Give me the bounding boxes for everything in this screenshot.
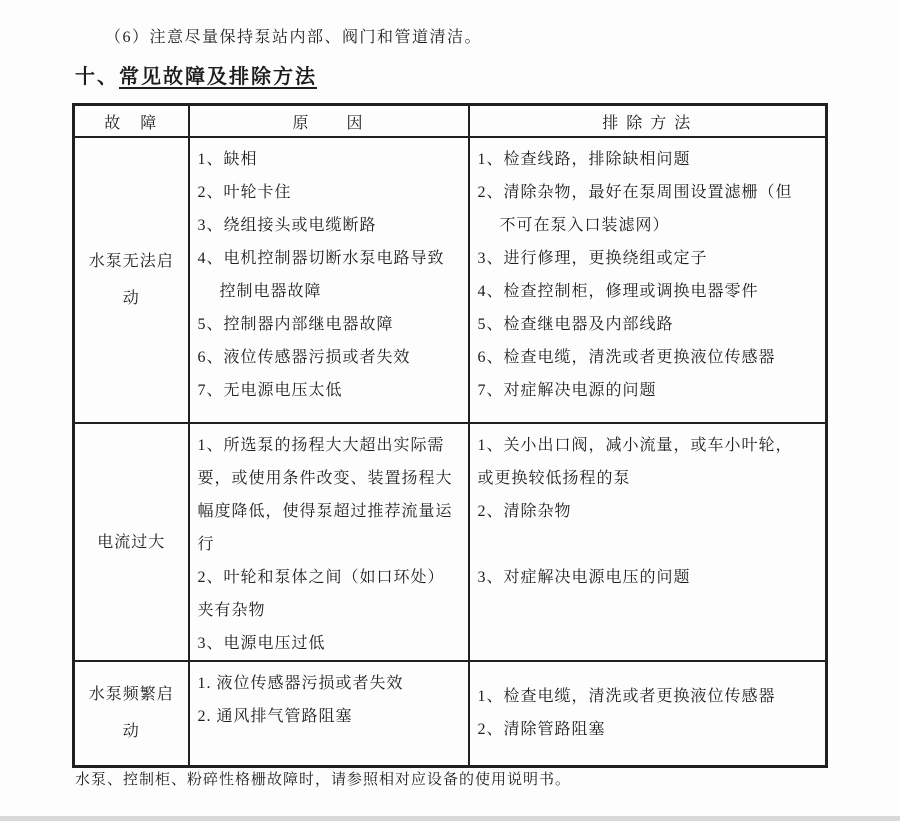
- fault-cell: [74, 423, 189, 661]
- fault-table-row: [74, 423, 827, 661]
- cause-line: 1. 液位传感器污损或者失效: [197, 675, 404, 692]
- remedy-cell: [469, 661, 827, 766]
- cause-line: 1、缺相: [197, 151, 258, 168]
- cause-line: 2、叶轮卡住: [197, 184, 292, 201]
- remedy-cell: [469, 423, 827, 661]
- cause-line: 夹有杂物: [197, 602, 266, 619]
- fault-line: 动: [122, 723, 140, 741]
- fault-table: [72, 103, 828, 768]
- cause-line: 行: [197, 536, 215, 553]
- cause-line: 1、所选泵的扬程大大超出实际需: [197, 437, 445, 454]
- cause-cell: [189, 661, 469, 766]
- fault-cell: [74, 137, 189, 423]
- intro-note: （6）注意尽量保持泵站内部、阀门和管道清洁。: [105, 29, 483, 46]
- header-row: [74, 105, 827, 138]
- cause-line: 3、电源电压过低: [197, 635, 326, 652]
- cause-line: 2. 通风排气管路阻塞: [197, 708, 353, 725]
- cause-line: 5、控制器内部继电器故障: [197, 316, 394, 333]
- fault-line: 动: [122, 290, 140, 307]
- cause-line: 幅度降低，使得泵超过推荐流量运: [197, 503, 453, 520]
- remedy-line: 1、检查线路，排除缺相问题: [477, 151, 691, 168]
- remedy-line: 不可在泵入口装滤网）: [499, 217, 670, 234]
- remedy-cell: [469, 137, 827, 423]
- section-heading-number: 十、: [75, 66, 119, 88]
- fault-line: 水泵频繁启: [88, 686, 174, 704]
- fault-table-header: [74, 105, 827, 138]
- remedy-line: 2、清除杂物: [477, 503, 572, 520]
- cause-line: 7、无电源电压太低: [197, 382, 343, 399]
- cause-line: 3、绕组接头或电缆断路: [197, 217, 377, 234]
- header-remedy: 排 除 方 法: [469, 105, 827, 138]
- header-fault: 故 障: [74, 105, 189, 138]
- remedy-line: 4、检查控制柜，修理或调换电器零件: [477, 283, 759, 300]
- cause-line: 控制电器故障: [219, 283, 322, 300]
- fault-table-row: [74, 661, 827, 766]
- cause-line: 6、液位传感器污损或者失效: [197, 349, 411, 366]
- fault-line: 水泵无法启: [88, 253, 174, 270]
- remedy-line: 或更换较低扬程的泵: [477, 470, 631, 487]
- section-heading-title: 常见故障及排除方法: [119, 66, 317, 88]
- remedy-line: 2、清除管路阻塞: [477, 721, 606, 739]
- cause-line: 要，或使用条件改变、装置扬程大: [197, 470, 453, 487]
- footer-note: 水泵、控制柜、粉碎性格栅故障时，请参照相对应设备的使用说明书。: [75, 772, 572, 788]
- section-heading: [75, 60, 317, 89]
- fault-table-body: [74, 137, 827, 766]
- fault-table-row: [74, 137, 827, 423]
- remedy-line: 1、关小出口阀，减小流量，或车小叶轮，: [477, 437, 793, 454]
- scan-edge: [0, 816, 900, 821]
- cause-cell: [189, 423, 469, 661]
- remedy-line: [478, 528, 822, 561]
- fault-line: 电流过大: [97, 533, 166, 551]
- cause-cell: [189, 137, 469, 423]
- remedy-line: 1、检查电缆，清洗或者更换液位传感器: [477, 688, 776, 706]
- remedy-line: 3、对症解决电源电压的问题: [477, 569, 691, 586]
- header-cause: 原 因: [189, 105, 469, 138]
- remedy-line: 3、进行修理，更换绕组或定子: [477, 250, 708, 267]
- remedy-line: 7、对症解决电源的问题: [477, 382, 657, 399]
- remedy-line: 2、清除杂物，最好在泵周围设置滤栅（但: [477, 184, 793, 201]
- cause-line: 2、叶轮和泵体之间（如口环处）: [197, 569, 445, 586]
- remedy-line: 5、检查继电器及内部线路: [477, 316, 674, 333]
- remedy-line: 6、检查电缆，清洗或者更换液位传感器: [477, 349, 776, 366]
- cause-line: 4、电机控制器切断水泵电路导致: [197, 250, 445, 267]
- fault-cell: [74, 661, 189, 766]
